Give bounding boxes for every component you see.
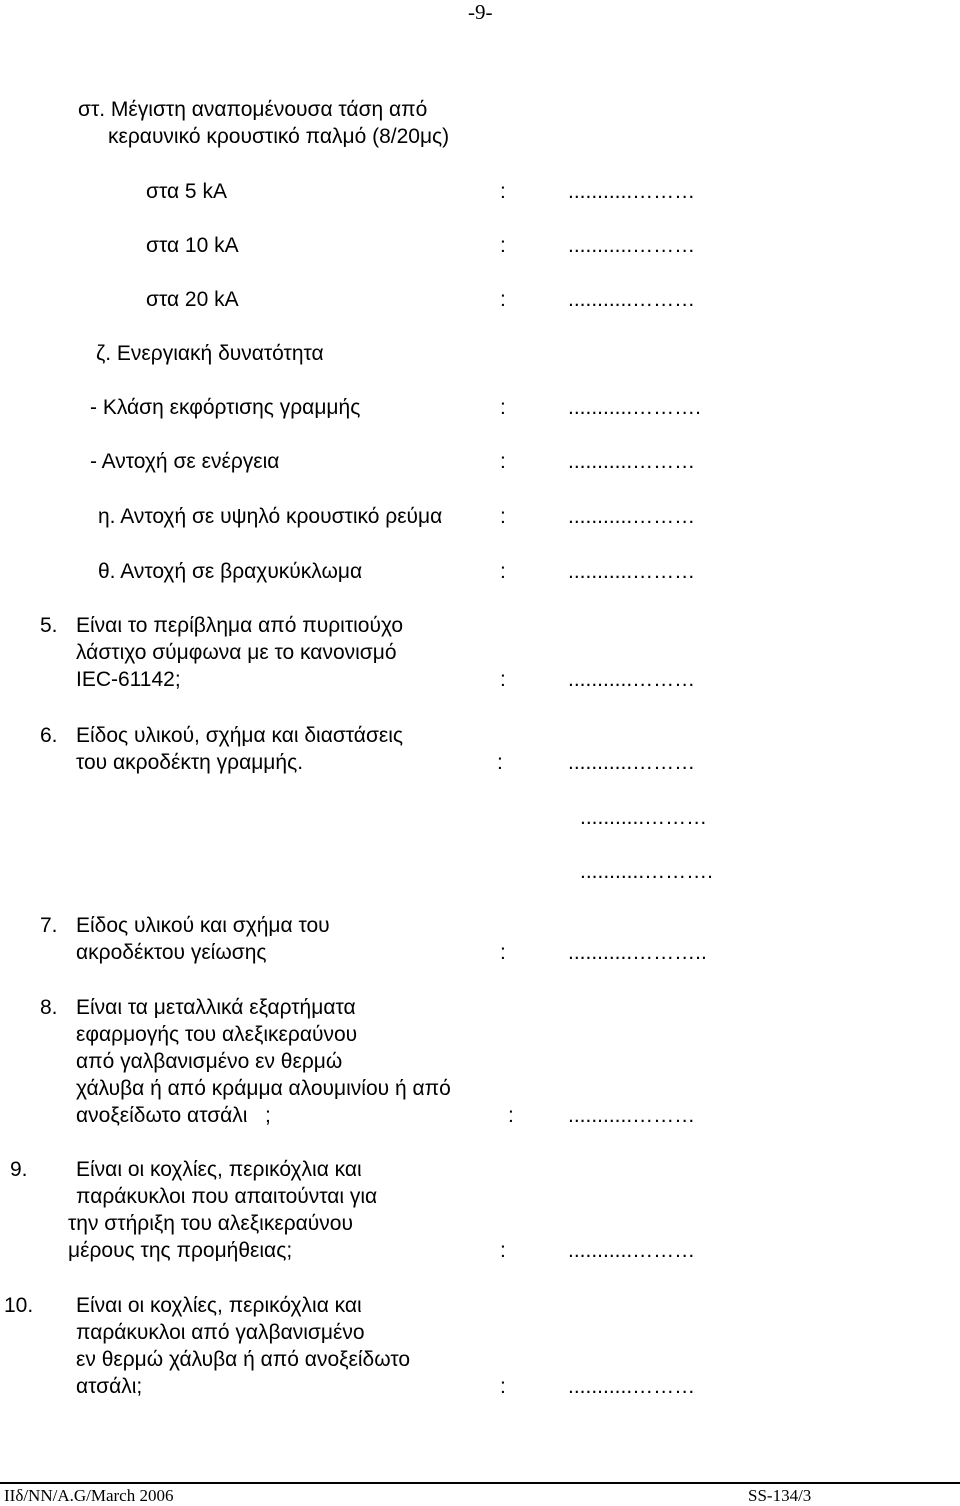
footer-divider bbox=[0, 1482, 960, 1484]
q5-line-2: λάστιχο σύμφωνα με το κανονισμό bbox=[76, 641, 397, 664]
q6-line-1: Είδος υλικού, σχήμα και διαστάσεις bbox=[76, 724, 404, 747]
colon: : bbox=[500, 668, 506, 691]
q6-line-2: του ακροδέκτη γραμμής. bbox=[76, 751, 304, 774]
st-20ka-label: στα 20 kA bbox=[146, 288, 239, 311]
q7-line-1: Είδος υλικού και σχήμα του bbox=[76, 914, 330, 937]
answer-blank[interactable]: ...........……… bbox=[568, 288, 696, 311]
answer-blank[interactable]: ...........……… bbox=[568, 560, 696, 583]
item-number: 8. bbox=[40, 996, 58, 1019]
q7-line-2: ακροδέκτου γείωσης bbox=[76, 941, 267, 964]
answer-blank[interactable]: ...........……… bbox=[580, 806, 708, 829]
q10-line-3: εν θερμώ χάλυβα ή από ανοξείδωτο bbox=[76, 1348, 411, 1371]
st-10ka-label: στα 10 kA bbox=[146, 234, 239, 257]
z-class-label: - Κλάση εκφόρτισης γραμμής bbox=[90, 396, 361, 419]
q5-line-3: IEC-61142; bbox=[76, 668, 181, 691]
page-number: -9- bbox=[468, 0, 493, 24]
item-z-label: ζ. Ενεργιακή δυνατότητα bbox=[96, 342, 324, 365]
footer-doc-id: ΙΙδ/ΝΝ/Α.G/March 2006 bbox=[4, 1486, 174, 1505]
item-st-label: στ. Μέγιστη αναπομένουσα τάση από bbox=[78, 98, 428, 121]
q10-line-2: παράκυκλοι από γαλβανισμένο bbox=[76, 1321, 365, 1344]
colon: : bbox=[500, 180, 506, 203]
item-number: 10. bbox=[4, 1294, 34, 1317]
st-5ka-label: στα 5 kA bbox=[146, 180, 227, 203]
item-st-label-cont: κεραυνικό κρουστικό παλμό (8/20μς) bbox=[108, 125, 450, 148]
answer-blank[interactable]: ...........………. bbox=[580, 860, 714, 883]
colon: : bbox=[500, 1239, 506, 1262]
colon: : bbox=[500, 505, 506, 528]
answer-blank[interactable]: ...........……… bbox=[568, 450, 696, 473]
item-number: 7. bbox=[40, 914, 58, 937]
item-number: 6. bbox=[40, 724, 58, 747]
answer-blank[interactable]: ...........……… bbox=[568, 668, 696, 691]
q8-line-2: εφαρμογής του αλεξικεραύνου bbox=[76, 1023, 358, 1046]
item-th-label: θ. Αντοχή σε βραχυκύκλωμα bbox=[98, 560, 363, 583]
q10-line-4: ατσάλι; bbox=[76, 1375, 143, 1398]
q8-line-1: Είναι τα μεταλλικά εξαρτήματα bbox=[76, 996, 356, 1019]
footer-spec-code: SS-134/3 bbox=[748, 1486, 812, 1505]
colon: : bbox=[497, 751, 503, 774]
answer-blank[interactable]: ...........……… bbox=[568, 1239, 696, 1262]
answer-blank[interactable]: ...........……….. bbox=[568, 941, 707, 964]
q8-line-3: από γαλβανισμένο εν θερμώ bbox=[76, 1050, 343, 1073]
colon: : bbox=[500, 560, 506, 583]
item-number: 9. bbox=[10, 1158, 28, 1181]
item-h-label: η. Αντοχή σε υψηλό κρουστικό ρεύμα bbox=[98, 505, 443, 528]
answer-blank[interactable]: ...........……… bbox=[568, 1375, 696, 1398]
q10-line-1: Είναι οι κοχλίες, περικόχλια και bbox=[76, 1294, 362, 1317]
q8-line-4: χάλυβα ή από κράμμα αλουμινίου ή από bbox=[76, 1077, 451, 1100]
answer-blank[interactable]: ...........……… bbox=[568, 505, 696, 528]
colon: : bbox=[500, 450, 506, 473]
colon: : bbox=[500, 941, 506, 964]
q9-line-2: παράκυκλοι που απαιτούνται για bbox=[76, 1185, 378, 1208]
colon: : bbox=[500, 288, 506, 311]
colon: : bbox=[500, 234, 506, 257]
colon: : bbox=[500, 1375, 506, 1398]
q5-line-1: Είναι το περίβλημα από πυριτιούχο bbox=[76, 614, 404, 637]
answer-blank[interactable]: ...........……… bbox=[568, 751, 696, 774]
colon: : bbox=[508, 1104, 514, 1127]
answer-blank[interactable]: ...........……… bbox=[568, 234, 696, 257]
answer-blank[interactable]: ...........………. bbox=[568, 396, 702, 419]
colon: : bbox=[500, 396, 506, 419]
q9-line-4: μέρους της προμήθειας; bbox=[68, 1239, 293, 1262]
q9-line-1: Είναι οι κοχλίες, περικόχλια και bbox=[76, 1158, 362, 1181]
z-energy-label: - Αντοχή σε ενέργεια bbox=[90, 450, 280, 473]
q9-line-3: την στήριξη του αλεξικεραύνου bbox=[68, 1212, 353, 1235]
answer-blank[interactable]: ...........……… bbox=[568, 180, 696, 203]
answer-blank[interactable]: ...........……… bbox=[568, 1104, 696, 1127]
item-number: 5. bbox=[40, 614, 58, 637]
q8-line-5: ανοξείδωτο ατσάλι ; bbox=[76, 1104, 271, 1127]
